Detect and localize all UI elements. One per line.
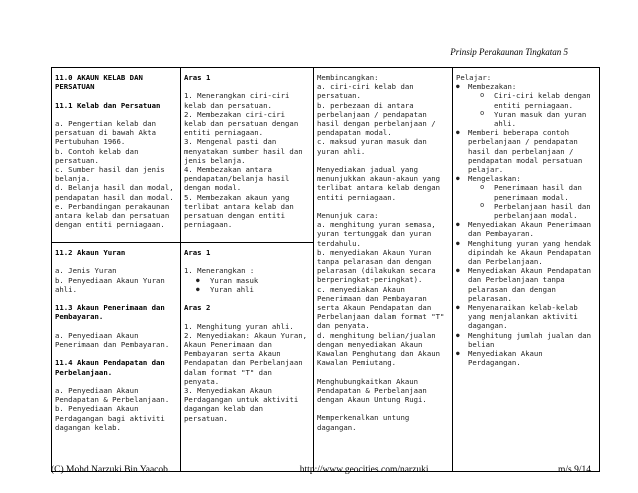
list-item: 1. Menerangkan : bbox=[184, 266, 255, 276]
list-item: ● Yuran ahli bbox=[184, 285, 310, 294]
page-footer bbox=[51, 465, 591, 475]
list-item: a. Penyediaan Akaun Pendapatan & Perbelanjaan. bbox=[55, 385, 170, 405]
list-item: o Penerimaan hasil dan penerimaan modal. bbox=[468, 183, 596, 201]
topic-title: 11.0 AKAUN KELAB DAN PERSATUAN bbox=[55, 73, 143, 92]
list-item: 2. Membezakan ciri-ciri kelab dan persatuan dengan entiti perniagaan. bbox=[184, 109, 299, 138]
website-link[interactable]: http://www.geocities.com/narzuki bbox=[299, 465, 429, 475]
list-item: b. Contoh kelab dan persatuan. bbox=[55, 146, 139, 165]
section-title: 11.4 Akaun Pendapatan dan Perbelanjaan. bbox=[55, 358, 165, 377]
list-item: d. Belanja hasil dan modal, pendapatan hasil dan modal. bbox=[55, 183, 174, 202]
activity-paragraph: Memperkenalkan untung dagangan. bbox=[317, 413, 414, 432]
list-item: ● Menyediakan Akaun Pendapatan dan Perbelanjaan tanpa pelarasan dan dengan pelarasan. bbox=[456, 266, 596, 303]
outcome-cell bbox=[453, 68, 600, 472]
aras-label: Aras 1 bbox=[184, 248, 211, 257]
objective-cell bbox=[181, 68, 314, 243]
topic-subtitle: 11.1 Kelab dan Persatuan bbox=[55, 100, 161, 110]
list-item: b. Penyediaan Akaun Perdagangan bagi aktiviti dagangan kelab. bbox=[55, 404, 165, 432]
activity-paragraph: Menghubungkaitkan Akaun Pendapatan & Perbelanjaan dengan Akaun Untung Rugi. bbox=[317, 376, 432, 405]
table-row bbox=[52, 68, 600, 243]
list-item: ● Menghitung jumlah jualan dan belian bbox=[456, 331, 596, 349]
list-item: 3. Mengenal pasti dan menyatakan sumber hasil dan jenis belanja. bbox=[184, 137, 303, 165]
list-item: a. Pengertian kelab dan persatuan di bawah Akta Pertubuhan 1966. bbox=[55, 118, 157, 147]
list-item: ● Menyediakan Akaun Penerimaan dan Pembayaran. bbox=[456, 220, 596, 238]
syllabus-table bbox=[51, 67, 600, 472]
outcome-heading: Pelajar: bbox=[456, 73, 492, 82]
activity-cell bbox=[314, 68, 453, 472]
list-item: o Perbelanjaan hasil dan perbelanjaan modal. bbox=[468, 202, 596, 220]
list-item: ● Menyediakan Akaun Perdagangan. bbox=[456, 349, 596, 367]
list-item: ● Menghitung yuran yang hendak dipindah ke Akaun Pendapatan dan Perbelanjaan. bbox=[456, 239, 596, 267]
outcome-list bbox=[456, 82, 596, 367]
list-item: o Ciri-ciri kelab dengan entiti perniagaan. bbox=[468, 91, 596, 109]
page-header: Prinsip Perakaunan Tingkatan 5 bbox=[450, 47, 568, 57]
list-item: 4. Membezakan antara pendapatan/belanja hasil dengan modal. bbox=[184, 165, 290, 193]
activity-paragraph: Menyediakan jadual yang menunjukkan akaun-akaun yang terlibat antara kelab dengan entiti perniagaan. bbox=[317, 165, 445, 202]
list-item: o Yuran masuk dan yuran ahli. bbox=[468, 110, 596, 128]
list-item: a. Jenis Yuran bbox=[55, 266, 117, 276]
aras-label: Aras 1 bbox=[184, 73, 211, 82]
list-item: 1. Menerangkan ciri-ciri kelab dan persatuan. bbox=[184, 91, 290, 110]
list-item: ● Menyenaraikan kelab-kelab yang menjalankan aktiviti dagangan. bbox=[456, 303, 596, 331]
section-title: 11.3 Akaun Penerimaan dan Pembayaran. bbox=[55, 303, 165, 322]
copyright-text: (C) Mohd Narzuki Bin Yaacob. bbox=[51, 465, 171, 475]
page-number: m/s 9/14 bbox=[558, 465, 591, 475]
objective-cell bbox=[181, 243, 314, 472]
list-item: ● Mengelaskan: o Penerimaan hasil dan penerimaan modal. o Perbelanjaan hasil dan perbelanjaan modal. bbox=[456, 174, 596, 220]
list-item: ● Memberi beberapa contoh perbelanjaan / pendapatan hasil dan perbelanjaan / pendapatan modal persatuan pelajar. bbox=[456, 128, 596, 174]
list-item: 1. Menghitung yuran ahli. bbox=[184, 321, 294, 331]
list-item: e. Perbandingan perakaunan antara kelab dan persatuan dengan entiti perniagaan. bbox=[55, 201, 170, 230]
list-item: ● Yuran masuk bbox=[184, 276, 310, 285]
activity-paragraph: Membincangkan: a. ciri-ciri kelab dan persatuan. b. perbezaan di antara perbelanjaan / pendapatan hasil dengan perbelanjaan / pendapatan modal. c. maksud yuran masuk dan yuran ahli. bbox=[317, 73, 436, 156]
list-item: b. Penyediaan Akaun Yuran ahli. bbox=[55, 275, 165, 294]
list-item: a. Penyediaan Akaun Penerimaan dan Pembayaran. bbox=[55, 330, 170, 349]
sub-list bbox=[184, 276, 310, 294]
section-title: 11.2 Akaun Yuran bbox=[55, 248, 126, 257]
list-item: 5. Membezakan akaun yang terlibat antara kelab dan persatuan dengan entiti perniagaan. bbox=[184, 192, 294, 230]
activity-paragraph: Menunjuk cara: a. menghitung yuran semasa, yuran tertunggak dan yuran terdahulu. b. menyediakan Akaun Yuran tanpa pelarasan dan dengan pelarasan (dilakukan secara berperingkat-peringkat). c. menyediakan Akaun Penerimaan dan Pembayaran serta Akaun Pendapatan dan Perbelanjaan dalam format "T" dan penyata. d. menghitung belian/jualan dengan menyediakan Akaun Kawalan Penghutang dan Akaun Kawalan Pemiutang. bbox=[317, 211, 445, 368]
list-item: 3. Menyediakan Akaun Perdagangan untuk aktiviti dagangan kelab dan persatuan. bbox=[184, 386, 299, 423]
topic-cell bbox=[52, 68, 181, 243]
aras-label: Aras 2 bbox=[184, 303, 211, 313]
list-item: 2. Menyediakan: Akaun Yuran, Akaun Penerimaan dan Pembayaran serta Akaun Pendapatan dan Perbelanjaan dalam format "T" dan penyata. bbox=[184, 330, 308, 386]
list-item: ● Membezakan: o Ciri-ciri kelab dengan entiti perniagaan. o Yuran masuk dan yuran ahli. bbox=[456, 82, 596, 128]
topic-cell bbox=[52, 243, 181, 472]
list-item: c. Sumber hasil dan jenis belanja. bbox=[55, 165, 165, 184]
